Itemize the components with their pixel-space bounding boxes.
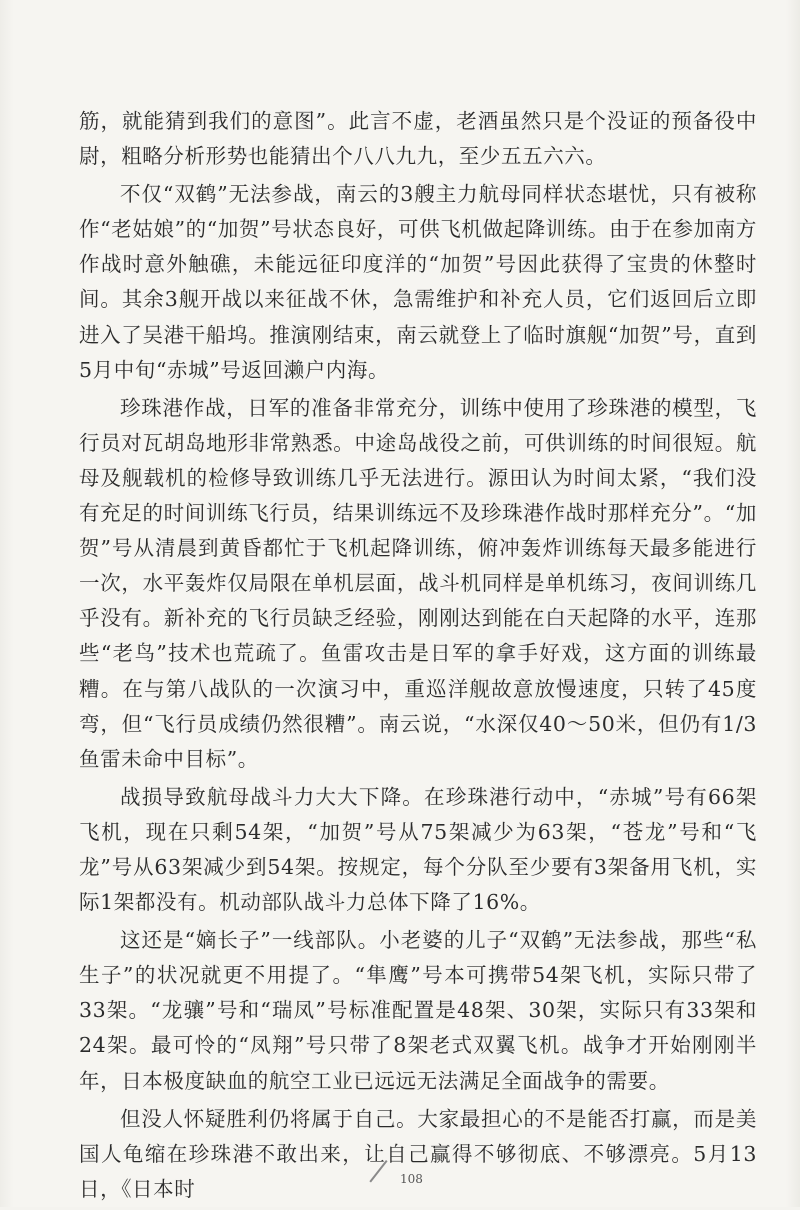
body-text [79,104,757,1210]
paragraph-4: 战损导致航母战斗力大大下降。在珍珠港行动中，“赤城”号有66架飞机，现在只剩54架，“加贺”号从75架减少为63架，“苍龙”号和“飞龙”号从63架减少到54架。按规定，每个分队至少要有3架备用飞机，实际1架都没有。机动部队战斗力总体下降了16%。 [79,784,757,915]
paragraph-2: 不仅“双鹤”无法参战，南云的3艘主力航母同样状态堪忧，只有被称作“老姑娘”的“加贺”号状态良好，可供飞机做起降训练。由于在参加南方作战时意外触礁，未能远征印度洋的“加贺”号因此获得了宝贵的休整时间。其余3舰开战以来征战不休，急需维护和补充人员，它们返回后立即进入了吴港干船坞。推演刚结束，南云就登上了临时旗舰“加贺”号，直到5月中旬“赤城”号返回濑户内海。 [79,182,757,382]
paragraph-5: 这还是“嫡长子”一线部队。小老婆的儿子“双鹤”无法参战，那些“私生子”的状况就更不用提了。“隼鹰”号本可携带54架飞机，实际只带了33架。“龙骧”号和“瑞凤”号标准配置是48架、30架，实际只有33架和24架。最可怜的“凤翔”号只带了8架老式双翼飞机。战争才开始刚刚半年，日本极度缺血的航空工业已远远无法满足全面战争的需要。 [79,928,757,1093]
page-number: 108 [400,1172,423,1186]
paragraph-6: 但没人怀疑胜利仍将属于自己。大家最担心的不是能否打赢，而是美国人龟缩在珍珠港不敢出来，让自己赢得不够彻底、不够漂亮。5月13日，《日本时 [79,1106,757,1201]
paragraph-1: 筋，就能猜到我们的意图”。此言不虚，老酒虽然只是个没证的预备役中尉，粗略分析形势也能猜出个八八九九，至少五五六六。 [79,109,757,169]
paragraph-3: 珍珠港作战，日军的准备非常充分，训练中使用了珍珠港的模型，飞行员对瓦胡岛地形非常熟悉。中途岛战役之前，可供训练的时间很短。航母及舰载机的检修导致训练几乎无法进行。源田认为时间太紧，“我们没有充足的时间训练飞行员，结果训练远不及珍珠港作战时那样充分”。“加贺”号从清晨到黄昏都忙于飞机起降训练，俯冲轰炸训练每天最多能进行一次，水平轰炸仅局限在单机层面，战斗机同样是单机练习，夜间训练几乎没有。新补充的飞行员缺乏经验，刚刚达到能在白天起降的水平，连那些“老鸟”技术也荒疏了。鱼雷攻击是日军的拿手好戏，这方面的训练最糟。在与第八战队的一次演习中，重巡洋舰故意放慢速度，只转了45度弯，但“飞行员成绩仍然很糟”。南云说，“水深仅40～50米，但仍有1/3鱼雷未命中目标”。 [79,395,757,771]
